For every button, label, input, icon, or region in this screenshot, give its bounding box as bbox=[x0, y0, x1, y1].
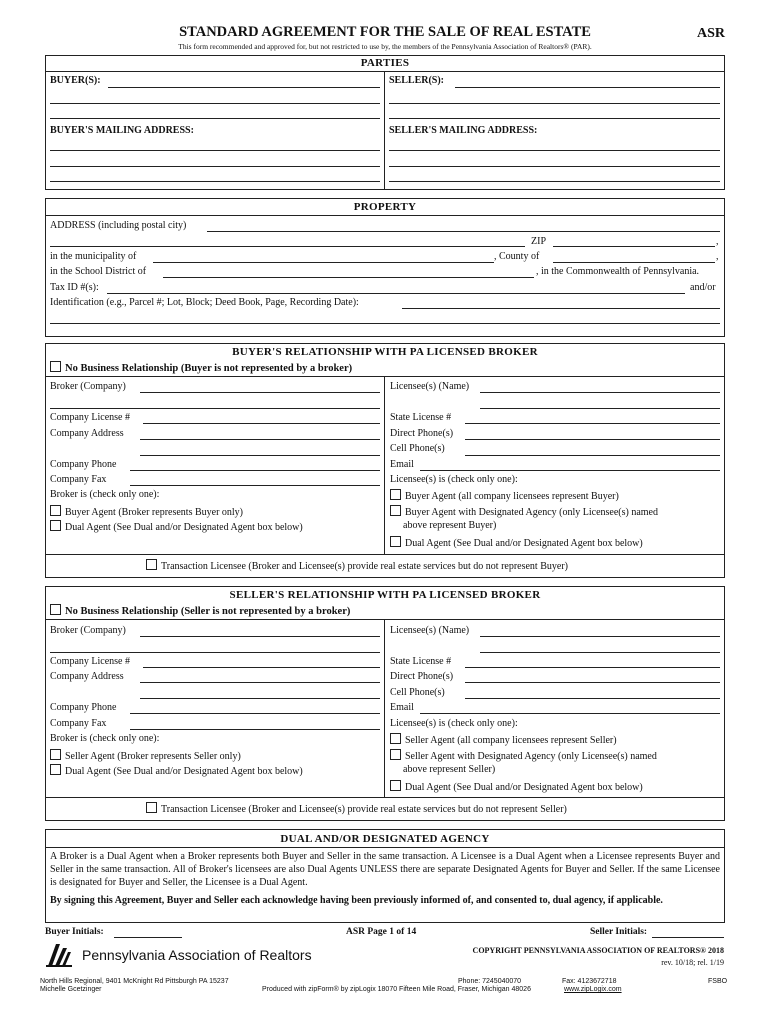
zip-label: ZIP bbox=[531, 236, 546, 247]
buyer-email-label: Email bbox=[390, 459, 414, 470]
buyer-no-relationship-checkbox[interactable] bbox=[50, 361, 61, 372]
seller-company-fax-label: Company Fax bbox=[50, 718, 107, 729]
municipality-field[interactable] bbox=[153, 262, 494, 263]
buyer-company-fax-label: Company Fax bbox=[50, 474, 107, 485]
buyer-licensees-label: Licensee(s) (Name) bbox=[390, 381, 470, 392]
buyer-broker-option-1-label: Buyer Agent (Broker represents Buyer only) bbox=[65, 507, 244, 518]
seller-broker-option-1-checkbox[interactable] bbox=[50, 749, 61, 760]
seller-state-license-field[interactable] bbox=[465, 667, 720, 668]
municipality-label: in the municipality of bbox=[50, 251, 137, 262]
buyer-initials-field[interactable] bbox=[114, 937, 182, 938]
page-number: ASR Page 1 of 14 bbox=[346, 927, 417, 937]
buyer-broker-heading: BUYER'S RELATIONSHIP WITH PA LICENSED BROKER bbox=[232, 346, 538, 358]
buyer-company-phone-label: Company Phone bbox=[50, 459, 117, 470]
address-label: ADDRESS (including postal city) bbox=[50, 220, 187, 231]
seller-lic-option-2-cont: above represent Seller) bbox=[403, 764, 496, 775]
buyer-transaction-licensee[interactable] bbox=[146, 559, 568, 572]
buyer-transaction-label: Transaction Licensee (Broker and Licensee(s) provide real estate services but do not represent Buyer) bbox=[161, 561, 568, 572]
office-line-2: Michelle Gcetzinger bbox=[40, 986, 102, 993]
seller-company-license-label: Company License # bbox=[50, 656, 130, 667]
par-logo-text: Pennsylvania Association of Realtors bbox=[82, 947, 312, 963]
identification-field-2[interactable] bbox=[50, 323, 720, 324]
comma: , bbox=[716, 251, 719, 262]
buyer-no-relationship[interactable] bbox=[50, 361, 352, 374]
buyer-transaction-checkbox[interactable] bbox=[146, 559, 157, 570]
buyer-broker-check-label: Broker is (check only one): bbox=[50, 489, 160, 500]
buyer-broker-option-2-checkbox[interactable] bbox=[50, 520, 61, 531]
seller-address-field-3[interactable] bbox=[389, 181, 720, 182]
buyer-address-field[interactable] bbox=[50, 150, 380, 151]
seller-address-field-2[interactable] bbox=[389, 166, 720, 167]
buyer-lic-option-2-cont: above represent Buyer) bbox=[403, 520, 497, 531]
buyer-state-license-field[interactable] bbox=[465, 423, 720, 424]
seller-transaction-label: Transaction Licensee (Broker and Licensee(s) provide real estate services but do not represent Seller) bbox=[161, 804, 567, 815]
produced-with-text: Produced with zipForm® by zipLogix 18070 Fifteen Mile Road, Fraser, Michigan 48026 bbox=[262, 986, 531, 993]
and-or-text: and/or bbox=[690, 282, 716, 293]
buyer-broker-option-2-label: Dual Agent (See Dual and/or Designated Agent box below) bbox=[65, 522, 303, 533]
seller-lic-option-3-label: Dual Agent (See Dual and/or Designated Agent box below) bbox=[405, 782, 643, 793]
seller-direct-phone-field[interactable] bbox=[465, 682, 720, 683]
buyer-address-field-3[interactable] bbox=[50, 181, 380, 182]
school-district-field[interactable] bbox=[163, 277, 534, 278]
seller-company-address-field[interactable] bbox=[140, 682, 380, 683]
revision-text: rev. 10/18; rel. 1/19 bbox=[661, 958, 724, 967]
seller-direct-phone-label: Direct Phone(s) bbox=[390, 671, 454, 682]
seller-broker-option-2[interactable] bbox=[50, 764, 303, 777]
sellers-field-2[interactable] bbox=[389, 103, 720, 104]
seller-email-field[interactable] bbox=[420, 713, 720, 714]
copyright-text: COPYRIGHT PENNSYLVANIA ASSOCIATION OF REALTORS® 2018 bbox=[472, 946, 724, 955]
parties-section bbox=[45, 55, 725, 190]
buyer-company-address-field-2[interactable] bbox=[140, 455, 380, 456]
buyer-email-field[interactable] bbox=[420, 470, 720, 471]
seller-no-relationship-label: No Business Relationship (Seller is not represented by a broker) bbox=[65, 606, 351, 617]
identification-field[interactable] bbox=[402, 308, 720, 309]
buyer-address-field-2[interactable] bbox=[50, 166, 380, 167]
buyer-broker-company-field[interactable] bbox=[140, 392, 380, 393]
tax-id-label: Tax ID #(s): bbox=[50, 282, 99, 293]
seller-no-relationship[interactable] bbox=[50, 604, 350, 617]
seller-company-phone-field[interactable] bbox=[130, 713, 380, 714]
phone-text: Phone: 7245040070 bbox=[458, 978, 522, 985]
seller-address-label: SELLER'S MAILING ADDRESS: bbox=[389, 125, 538, 136]
buyer-state-license-label: State License # bbox=[390, 412, 452, 423]
sellers-label: SELLER(S): bbox=[389, 75, 445, 86]
seller-lic-option-2[interactable] bbox=[390, 749, 657, 762]
commonwealth-text: , in the Commonwealth of Pennsylvania. bbox=[536, 266, 700, 277]
seller-broker-company-field-2[interactable] bbox=[50, 652, 380, 653]
buyer-no-relationship-label: No Business Relationship (Buyer is not represented by a broker) bbox=[65, 363, 353, 374]
buyer-direct-phone-field[interactable] bbox=[465, 439, 720, 440]
buyer-company-address-field[interactable] bbox=[140, 439, 380, 440]
sellers-field-3[interactable] bbox=[389, 118, 720, 119]
county-label: , County of bbox=[494, 251, 540, 262]
buyer-cell-phone-field[interactable] bbox=[465, 455, 720, 456]
seller-lic-option-3-checkbox[interactable] bbox=[390, 780, 401, 791]
seller-lic-option-2-label: Seller Agent with Designated Agency (only Licensee(s) named bbox=[405, 751, 657, 762]
seller-company-address-label: Company Address bbox=[50, 671, 124, 682]
seller-broker-option-2-checkbox[interactable] bbox=[50, 764, 61, 775]
buyers-field-3[interactable] bbox=[50, 118, 380, 119]
seller-broker-company-field[interactable] bbox=[140, 636, 380, 637]
seller-licensees-label: Licensee(s) (Name) bbox=[390, 625, 470, 636]
buyer-company-address-label: Company Address bbox=[50, 428, 124, 439]
buyer-company-phone-field[interactable] bbox=[130, 470, 380, 471]
buyer-lic-option-3-checkbox[interactable] bbox=[390, 536, 401, 547]
buyer-cell-phone-label: Cell Phone(s) bbox=[390, 443, 445, 454]
buyer-company-fax-field[interactable] bbox=[130, 485, 380, 486]
document-title: STANDARD AGREEMENT FOR THE SALE OF REAL ESTATE bbox=[179, 24, 591, 40]
buyer-licensees-field[interactable] bbox=[480, 392, 720, 393]
seller-company-address-field-2[interactable] bbox=[140, 698, 380, 699]
buyer-lic-option-2-checkbox[interactable] bbox=[390, 505, 401, 516]
county-field[interactable] bbox=[553, 262, 715, 263]
seller-broker-option-2-label: Dual Agent (See Dual and/or Designated Agent box below) bbox=[65, 766, 303, 777]
seller-state-license-label: State License # bbox=[390, 656, 452, 667]
seller-email-label: Email bbox=[390, 702, 414, 713]
buyer-direct-phone-label: Direct Phone(s) bbox=[390, 428, 454, 439]
school-district-label: in the School District of bbox=[50, 266, 147, 277]
address-field-2[interactable] bbox=[50, 246, 525, 247]
buyer-address-label: BUYER'S MAILING ADDRESS: bbox=[50, 125, 194, 136]
seller-transaction-checkbox[interactable] bbox=[146, 802, 157, 813]
seller-company-fax-field[interactable] bbox=[130, 729, 380, 730]
seller-licensees-field[interactable] bbox=[480, 636, 720, 637]
buyer-lic-option-1-label: Buyer Agent (all company licensees represent Buyer) bbox=[405, 491, 619, 502]
seller-broker-company-label: Broker (Company) bbox=[50, 625, 126, 636]
comma: , bbox=[716, 236, 719, 247]
seller-lic-option-2-checkbox[interactable] bbox=[390, 749, 401, 760]
buyers-label: BUYER(S): bbox=[50, 75, 101, 86]
zip-field[interactable] bbox=[553, 246, 715, 247]
seller-company-license-field[interactable] bbox=[143, 667, 380, 668]
seller-company-phone-label: Company Phone bbox=[50, 702, 117, 713]
seller-lic-option-1[interactable] bbox=[390, 733, 617, 746]
ziplogix-link[interactable]: www.zipLogix.com bbox=[564, 986, 622, 993]
office-line-1: North Hills Regional, 9401 McKnight Rd Pittsburgh PA 15237 bbox=[40, 978, 229, 985]
seller-cell-phone-label: Cell Phone(s) bbox=[390, 687, 445, 698]
buyer-broker-option-1-checkbox[interactable] bbox=[50, 505, 61, 516]
buyer-lic-option-3[interactable] bbox=[390, 536, 643, 549]
seller-licensees-field-2[interactable] bbox=[480, 652, 720, 653]
form-code: ASR bbox=[697, 26, 726, 41]
seller-lic-option-1-label: Seller Agent (all company licensees represent Seller) bbox=[405, 735, 617, 746]
seller-address-field[interactable] bbox=[389, 150, 720, 151]
buyer-company-license-field[interactable] bbox=[143, 423, 380, 424]
buyer-broker-option-1[interactable] bbox=[50, 505, 243, 518]
document-subtitle: This form recommended and approved for, but not restricted to use by, the members of the Pennsylvania Association of Realtors® (PAR). bbox=[178, 42, 592, 51]
identification-label: Identification (e.g., Parcel #; Lot, Block; Deed Book, Page, Recording Date): bbox=[50, 297, 359, 308]
seller-initials-label: Seller Initials: bbox=[590, 927, 648, 937]
seller-broker-check-label: Broker is (check only one): bbox=[50, 733, 160, 744]
buyer-broker-company-label: Broker (Company) bbox=[50, 381, 126, 392]
buyer-licensees-field-2[interactable] bbox=[480, 408, 720, 409]
property-heading: PROPERTY bbox=[353, 201, 417, 213]
seller-no-relationship-checkbox[interactable] bbox=[50, 604, 61, 615]
fsbo-text: FSBO bbox=[708, 978, 728, 985]
seller-broker-option-1[interactable] bbox=[50, 749, 241, 762]
buyers-field[interactable] bbox=[108, 87, 380, 88]
dual-agency-heading: DUAL AND/OR DESIGNATED AGENCY bbox=[280, 833, 490, 845]
buyer-lic-option-1-checkbox[interactable] bbox=[390, 489, 401, 500]
buyer-company-license-label: Company License # bbox=[50, 412, 130, 423]
buyer-initials-label: Buyer Initials: bbox=[45, 927, 104, 937]
dual-agency-acknowledgement: By signing this Agreement, Buyer and Seller each acknowledge having been previously informed of, and consented to, dual agency, if applicable. bbox=[50, 895, 663, 906]
seller-broker-heading: SELLER'S RELATIONSHIP WITH PA LICENSED BROKER bbox=[229, 589, 541, 601]
buyer-lic-option-3-label: Dual Agent (See Dual and/or Designated Agent box below) bbox=[405, 538, 643, 549]
parties-heading: PARTIES bbox=[360, 57, 410, 69]
buyer-broker-company-field-2[interactable] bbox=[50, 408, 380, 409]
buyer-lic-option-2-label: Buyer Agent with Designated Agency (only Licensee(s) named bbox=[405, 507, 658, 518]
buyers-field-2[interactable] bbox=[50, 103, 380, 104]
buyer-licensee-check-label: Licensee(s) is (check only one): bbox=[390, 474, 518, 485]
seller-lic-option-1-checkbox[interactable] bbox=[390, 733, 401, 744]
seller-initials-field[interactable] bbox=[652, 937, 724, 938]
sellers-field[interactable] bbox=[455, 87, 720, 88]
fax-text: Fax: 4123672718 bbox=[562, 978, 617, 985]
seller-lic-option-3[interactable] bbox=[390, 780, 643, 793]
buyer-lic-option-2[interactable] bbox=[390, 505, 658, 518]
seller-transaction-licensee[interactable] bbox=[146, 802, 567, 815]
buyer-broker-option-2[interactable] bbox=[50, 520, 303, 533]
seller-cell-phone-field[interactable] bbox=[465, 698, 720, 699]
seller-licensee-check-label: Licensee(s) is (check only one): bbox=[390, 718, 518, 729]
seller-broker-option-1-label: Seller Agent (Broker represents Seller only) bbox=[65, 751, 241, 762]
address-field[interactable] bbox=[207, 231, 720, 232]
dual-agency-paragraph: A Broker is a Dual Agent when a Broker represents both Buyer and Seller in the same transaction. A Licensee is a Dual Agent when a Licensee represents Buyer and Seller in the same transaction. All of Broker's licensees are also Dual Agents UNLESS there are separate Designated Agents for Buyer and Seller. If the same Licensee is designated for Buyer and Seller, the Licensee is a Dual Agent. bbox=[50, 851, 720, 888]
tax-id-field[interactable] bbox=[107, 293, 685, 294]
buyer-lic-option-1[interactable] bbox=[390, 489, 619, 502]
